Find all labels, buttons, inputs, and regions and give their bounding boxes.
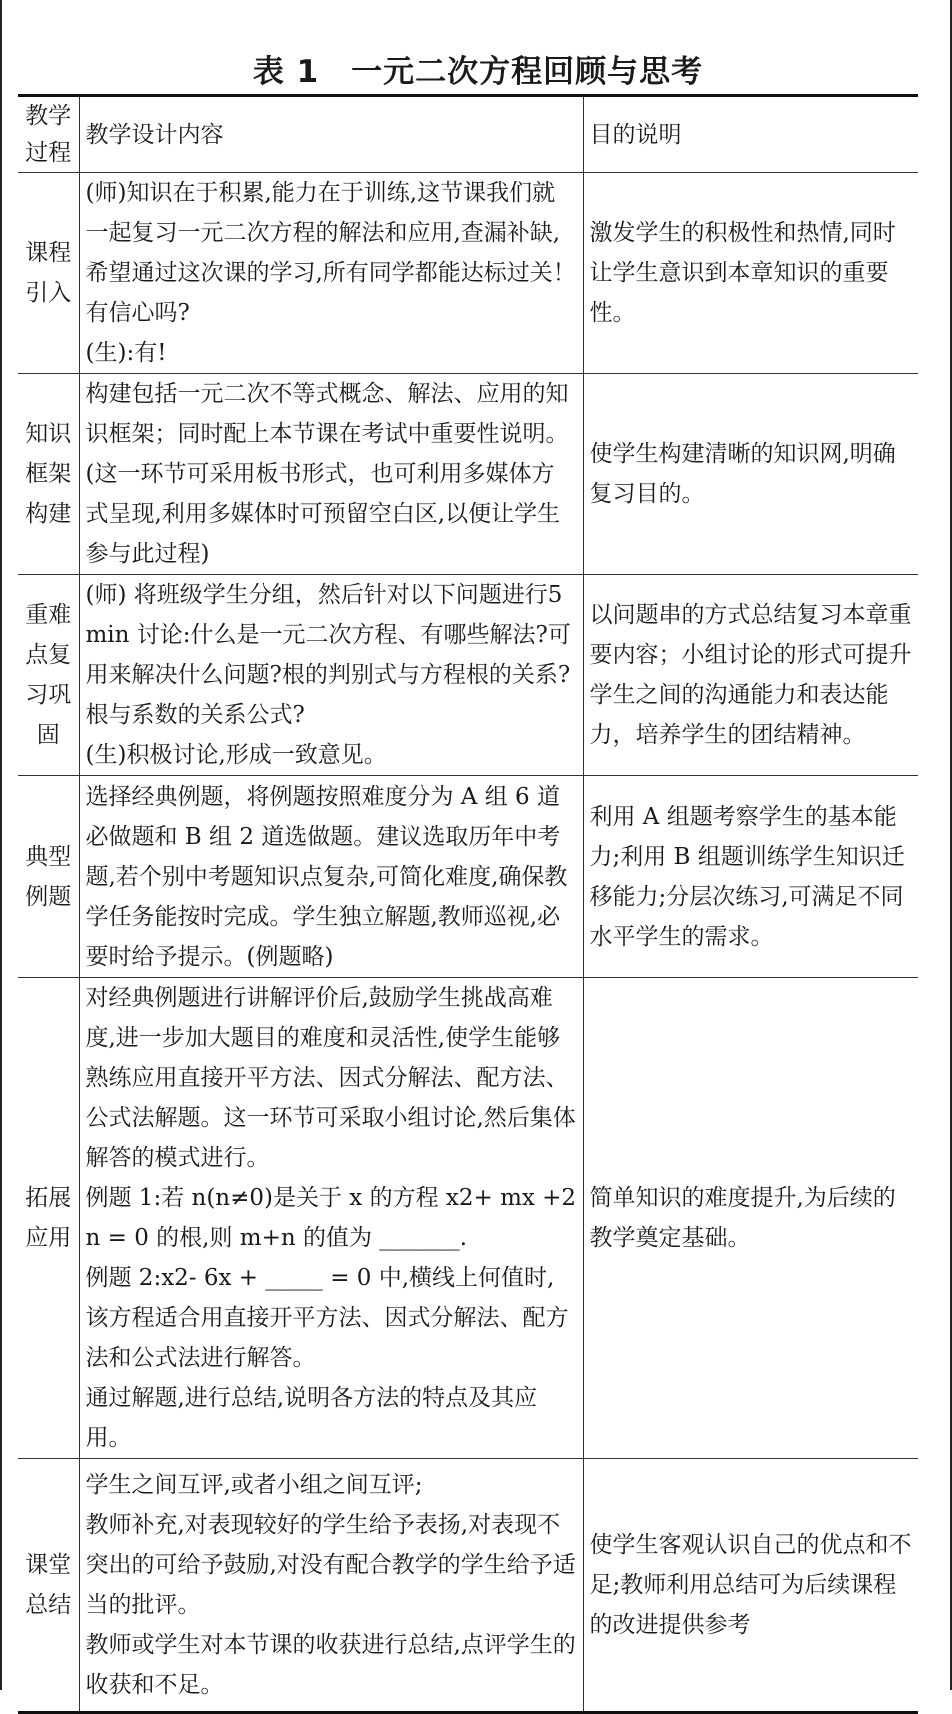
content-paragraph: (师)知识在于积累,能力在于训练,这节课我们就一起复习一元二次方程的解法和应用,查漏补缺,希望通过这次课的学习,所有同学都能达标过关！ 有信心吗? bbox=[85, 180, 576, 326]
table-row bbox=[18, 575, 918, 776]
stage-line: 框架 bbox=[25, 461, 72, 487]
purpose-cell: 以问题串的方式总结复习本章重要内容；小组讨论的形式可提升学生之间的沟通能力和表达能力，培养学生的团结精神。 bbox=[583, 575, 918, 776]
stage-cell bbox=[18, 1459, 79, 1713]
content-paragraph: 选择经典例题，将例题按照难度分为 A 组 6 道必做题和 B 组 2 道选做题。建议选取历年中考题,若个别中考题知识点复杂,可简化难度,确保教学任务能按时完成。学生独立解题,教师巡视,必要时给予提示。(例题略) bbox=[85, 783, 568, 970]
stage-line: 习巩 bbox=[25, 682, 72, 708]
content-paragraph: (师) 将班级学生分组，然后针对以下问题进行5min 讨论:什么是一元二次方程、有哪些解法?可用来解决什么问题?根的判别式与方程根的关系? 根与系数的关系公式? bbox=[85, 582, 571, 728]
table-row bbox=[18, 173, 918, 374]
header-stage-line: 教学 bbox=[25, 102, 72, 129]
content-paragraph: 学生之间互评,或者小组之间互评; bbox=[85, 1472, 423, 1498]
content-paragraph: (生):有! bbox=[85, 340, 167, 366]
header-content: 教学设计内容 bbox=[79, 96, 583, 173]
content-paragraph: 通过解题,进行总结,说明各方法的特点及其应用。 bbox=[85, 1385, 538, 1451]
header-stage bbox=[18, 96, 79, 173]
stage-line: 课程 bbox=[25, 240, 72, 266]
stage-cell bbox=[18, 173, 79, 374]
stage-line: 总结 bbox=[25, 1592, 72, 1618]
purpose-cell: 激发学生的积极性和热情,同时让学生意识到本章知识的重要性。 bbox=[583, 173, 918, 374]
stage-line: 固 bbox=[36, 722, 60, 748]
table-row bbox=[18, 374, 918, 575]
stage-cell bbox=[18, 978, 79, 1459]
stage-line: 点复 bbox=[25, 642, 72, 668]
stage-line: 拓展 bbox=[25, 1185, 72, 1211]
content-cell bbox=[79, 173, 583, 374]
stage-cell bbox=[18, 776, 79, 978]
table-row bbox=[18, 1459, 918, 1713]
content-paragraph: 对经典例题进行讲解评价后,鼓励学生挑战高难度,进一步加大题目的难度和灵活性,使学生能够熟练应用直接开平方法、因式分解法、配方法、公式法解题。这一环节可采取小组讨论,然后集体解答的模式进行。 bbox=[85, 985, 576, 1171]
content-cell bbox=[79, 978, 583, 1459]
content-cell bbox=[79, 776, 583, 978]
content-paragraph: 教师补充,对表现较好的学生给予表扬,对表现不突出的可给予鼓励,对没有配合教学的学生给予适当的批评。 bbox=[85, 1512, 576, 1618]
stage-line: 构建 bbox=[25, 501, 72, 527]
content-cell bbox=[79, 1459, 583, 1713]
stage-cell bbox=[18, 374, 79, 575]
stage-cell bbox=[18, 575, 79, 776]
table-title: 表 1 一元二次方程回顾与思考 bbox=[252, 54, 704, 90]
content-cell bbox=[79, 374, 583, 575]
header-stage-line: 过程 bbox=[25, 139, 72, 166]
table-row bbox=[18, 978, 918, 1459]
stage-line: 例题 bbox=[25, 883, 72, 910]
content-cell bbox=[79, 575, 583, 776]
lesson-table bbox=[18, 94, 918, 1714]
content-paragraph: 构建包括一元二次不等式概念、解法、应用的知识框架；同时配上本节课在考试中重要性说明。(这一环节可采用板书形式，也可利用多媒体方式呈现,利用多媒体时可预留空白区,以便让学生参与此过程) bbox=[85, 381, 569, 567]
stage-line: 典型 bbox=[25, 843, 72, 870]
stage-line: 课堂 bbox=[25, 1552, 72, 1578]
header-purpose: 目的说明 bbox=[583, 96, 918, 173]
header-row bbox=[18, 96, 918, 173]
stage-line: 重难 bbox=[25, 602, 72, 628]
purpose-cell: 使学生构建清晰的知识网,明确复习目的。 bbox=[583, 374, 918, 575]
stage-line: 引入 bbox=[25, 280, 72, 306]
content-paragraph: 教师或学生对本节课的收获进行总结,点评学生的收获和不足。 bbox=[85, 1632, 576, 1698]
example-1: 例题 1:若 n(n≠0)是关于 x 的方程 x2+ mx +2n = 0 的根,则 m+n 的值为 _______. bbox=[85, 1185, 577, 1251]
example-2: 例题 2:x2- 6x + _____ = 0 中,横线上何值时,该方程适合用直接开平方法、因式分解法、配方法和公式法进行解答。 bbox=[85, 1265, 569, 1371]
purpose-cell: 简单知识的难度提升,为后续的教学奠定基础。 bbox=[583, 978, 918, 1459]
content-paragraph: (生)积极讨论,形成一致意见。 bbox=[85, 742, 387, 768]
table-row bbox=[18, 776, 918, 978]
purpose-cell: 利用 A 组题考察学生的基本能力;利用 B 组题训练学生知识迁移能力;分层次练习,可满足不同水平学生的需求。 bbox=[583, 776, 918, 978]
purpose-cell: 使学生客观认识自己的优点和不足;教师利用总结可为后续课程的改进提供参考 bbox=[583, 1459, 918, 1713]
stage-line: 应用 bbox=[25, 1225, 72, 1251]
stage-line: 知识 bbox=[25, 421, 72, 447]
